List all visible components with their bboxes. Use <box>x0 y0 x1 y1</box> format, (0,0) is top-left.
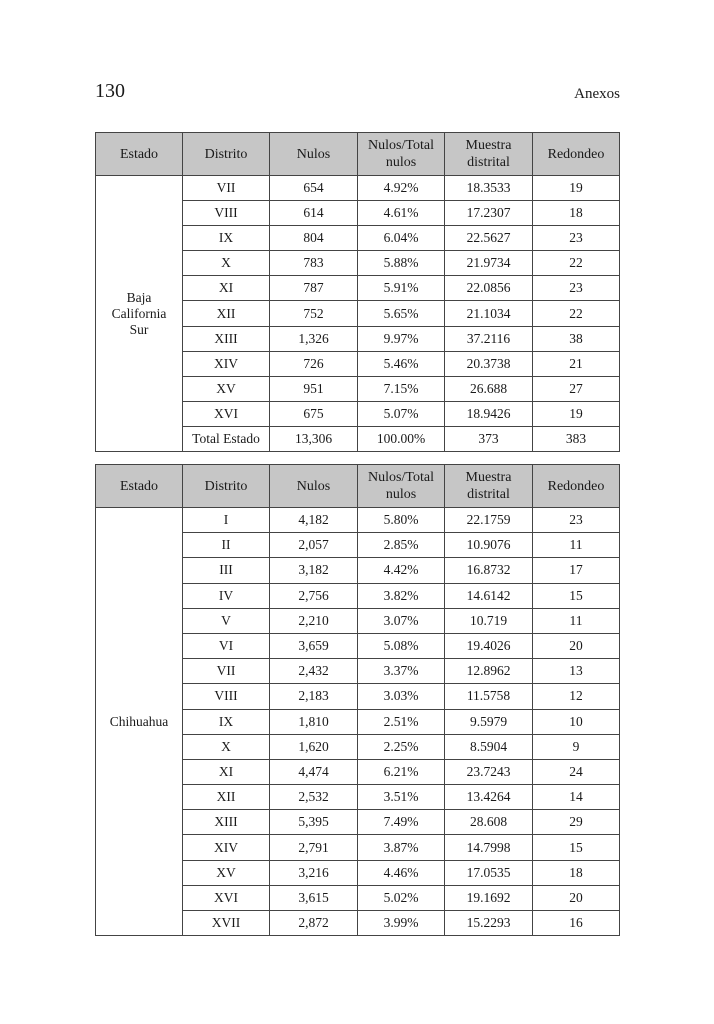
distrito-cell: XVI <box>183 401 270 426</box>
nulos-total-cell: 3.87% <box>358 835 445 860</box>
column-header-redondeo: Redondeo <box>533 133 620 176</box>
column-header-muestra-distrital: Muestra distrital <box>445 133 533 176</box>
muestra-distrital-cell: 20.3738 <box>445 351 533 376</box>
nulos-cell: 3,615 <box>270 885 358 910</box>
nulos-cell: 2,057 <box>270 533 358 558</box>
nulos-cell: 3,216 <box>270 860 358 885</box>
redondeo-cell: 22 <box>533 251 620 276</box>
muestra-distrital-cell: 10.9076 <box>445 533 533 558</box>
nulos-cell: 3,659 <box>270 633 358 658</box>
nulos-total-cell: 5.02% <box>358 885 445 910</box>
redondeo-cell: 10 <box>533 709 620 734</box>
redondeo-cell: 14 <box>533 785 620 810</box>
redondeo-cell: 24 <box>533 759 620 784</box>
nulos-cell: 2,183 <box>270 684 358 709</box>
redondeo-cell: 20 <box>533 633 620 658</box>
nulos-total-cell: 5.46% <box>358 351 445 376</box>
nulos-total-cell: 5.65% <box>358 301 445 326</box>
estado-cell: Baja California Sur <box>96 176 183 452</box>
nulos-cell: 2,756 <box>270 583 358 608</box>
nulos-total-cell: 3.82% <box>358 583 445 608</box>
redondeo-cell: 20 <box>533 885 620 910</box>
estado-cell: Chihuahua <box>96 508 183 936</box>
distrito-cell: Total Estado <box>183 426 270 451</box>
redondeo-cell: 19 <box>533 401 620 426</box>
redondeo-cell: 18 <box>533 860 620 885</box>
distrito-cell: XIV <box>183 835 270 860</box>
muestra-distrital-cell: 8.5904 <box>445 734 533 759</box>
muestra-distrital-cell: 15.2293 <box>445 911 533 936</box>
redondeo-cell: 383 <box>533 426 620 451</box>
redondeo-cell: 27 <box>533 376 620 401</box>
redondeo-cell: 19 <box>533 176 620 201</box>
nulos-cell: 2,532 <box>270 785 358 810</box>
muestra-distrital-cell: 373 <box>445 426 533 451</box>
redondeo-cell: 16 <box>533 911 620 936</box>
table-header-row <box>96 133 620 176</box>
distrito-cell: IX <box>183 709 270 734</box>
nulos-cell: 614 <box>270 201 358 226</box>
nulos-total-cell: 5.07% <box>358 401 445 426</box>
distrito-cell: VII <box>183 176 270 201</box>
muestra-distrital-cell: 17.2307 <box>445 201 533 226</box>
distrito-cell: X <box>183 251 270 276</box>
muestra-distrital-cell: 14.6142 <box>445 583 533 608</box>
distrito-cell: XV <box>183 860 270 885</box>
muestra-distrital-cell: 13.4264 <box>445 785 533 810</box>
nulos-cell: 951 <box>270 376 358 401</box>
table-header-row <box>96 465 620 508</box>
column-header-muestra-distrital: Muestra distrital <box>445 465 533 508</box>
muestra-distrital-cell: 21.9734 <box>445 251 533 276</box>
nulos-cell: 787 <box>270 276 358 301</box>
nulos-cell: 752 <box>270 301 358 326</box>
muestra-distrital-cell: 18.3533 <box>445 176 533 201</box>
distrito-cell: XVI <box>183 885 270 910</box>
redondeo-cell: 15 <box>533 835 620 860</box>
muestra-distrital-cell: 23.7243 <box>445 759 533 784</box>
nulos-total-cell: 3.51% <box>358 785 445 810</box>
column-header-estado: Estado <box>96 465 183 508</box>
nulos-total-cell: 9.97% <box>358 326 445 351</box>
nulos-total-cell: 4.46% <box>358 860 445 885</box>
redondeo-cell: 21 <box>533 351 620 376</box>
nulos-total-cell: 4.61% <box>358 201 445 226</box>
nulos-total-cell: 6.21% <box>358 759 445 784</box>
nulos-cell: 2,791 <box>270 835 358 860</box>
nulos-total-cell: 2.85% <box>358 533 445 558</box>
column-header-distrito: Distrito <box>183 133 270 176</box>
muestra-distrital-cell: 22.5627 <box>445 226 533 251</box>
district-sample-table-chihuahua <box>95 464 620 936</box>
nulos-cell: 1,810 <box>270 709 358 734</box>
nulos-cell: 804 <box>270 226 358 251</box>
redondeo-cell: 23 <box>533 226 620 251</box>
nulos-cell: 654 <box>270 176 358 201</box>
nulos-cell: 726 <box>270 351 358 376</box>
distrito-cell: IV <box>183 583 270 608</box>
nulos-cell: 2,210 <box>270 608 358 633</box>
column-header-nulos: Nulos <box>270 133 358 176</box>
redondeo-cell: 11 <box>533 608 620 633</box>
muestra-distrital-cell: 14.7998 <box>445 835 533 860</box>
nulos-total-cell: 3.07% <box>358 608 445 633</box>
redondeo-cell: 15 <box>533 583 620 608</box>
nulos-total-cell: 7.15% <box>358 376 445 401</box>
redondeo-cell: 9 <box>533 734 620 759</box>
distrito-cell: XII <box>183 785 270 810</box>
nulos-cell: 4,474 <box>270 759 358 784</box>
column-header-nulos-total: Nulos/Total nulos <box>358 133 445 176</box>
muestra-distrital-cell: 16.8732 <box>445 558 533 583</box>
redondeo-cell: 23 <box>533 508 620 533</box>
page-number: 130 <box>95 80 125 102</box>
nulos-total-cell: 3.03% <box>358 684 445 709</box>
nulos-total-cell: 100.00% <box>358 426 445 451</box>
redondeo-cell: 29 <box>533 810 620 835</box>
nulos-total-cell: 3.37% <box>358 659 445 684</box>
nulos-total-cell: 5.80% <box>358 508 445 533</box>
distrito-cell: X <box>183 734 270 759</box>
muestra-distrital-cell: 22.0856 <box>445 276 533 301</box>
distrito-cell: XII <box>183 301 270 326</box>
nulos-cell: 2,872 <box>270 911 358 936</box>
nulos-total-cell: 6.04% <box>358 226 445 251</box>
redondeo-cell: 18 <box>533 201 620 226</box>
distrito-cell: VI <box>183 633 270 658</box>
nulos-total-cell: 2.51% <box>358 709 445 734</box>
muestra-distrital-cell: 12.8962 <box>445 659 533 684</box>
muestra-distrital-cell: 28.608 <box>445 810 533 835</box>
column-header-estado: Estado <box>96 133 183 176</box>
distrito-cell: IX <box>183 226 270 251</box>
nulos-cell: 3,182 <box>270 558 358 583</box>
column-header-nulos-total: Nulos/Total nulos <box>358 465 445 508</box>
distrito-cell: XIV <box>183 351 270 376</box>
nulos-cell: 783 <box>270 251 358 276</box>
nulos-total-cell: 3.99% <box>358 911 445 936</box>
distrito-cell: XIII <box>183 326 270 351</box>
district-sample-table-baja-california-sur <box>95 132 620 452</box>
distrito-cell: III <box>183 558 270 583</box>
distrito-cell: XI <box>183 276 270 301</box>
nulos-cell: 675 <box>270 401 358 426</box>
muestra-distrital-cell: 10.719 <box>445 608 533 633</box>
redondeo-cell: 17 <box>533 558 620 583</box>
redondeo-cell: 38 <box>533 326 620 351</box>
nulos-cell: 1,326 <box>270 326 358 351</box>
column-header-nulos: Nulos <box>270 465 358 508</box>
distrito-cell: I <box>183 508 270 533</box>
distrito-cell: XI <box>183 759 270 784</box>
nulos-cell: 13,306 <box>270 426 358 451</box>
distrito-cell: VIII <box>183 684 270 709</box>
nulos-total-cell: 7.49% <box>358 810 445 835</box>
nulos-cell: 2,432 <box>270 659 358 684</box>
muestra-distrital-cell: 26.688 <box>445 376 533 401</box>
redondeo-cell: 13 <box>533 659 620 684</box>
distrito-cell: V <box>183 608 270 633</box>
distrito-cell: II <box>183 533 270 558</box>
muestra-distrital-cell: 11.5758 <box>445 684 533 709</box>
distrito-cell: XV <box>183 376 270 401</box>
distrito-cell: XVII <box>183 911 270 936</box>
table-row <box>96 176 620 201</box>
redondeo-cell: 23 <box>533 276 620 301</box>
nulos-total-cell: 2.25% <box>358 734 445 759</box>
column-header-distrito: Distrito <box>183 465 270 508</box>
redondeo-cell: 12 <box>533 684 620 709</box>
redondeo-cell: 22 <box>533 301 620 326</box>
distrito-cell: VIII <box>183 201 270 226</box>
muestra-distrital-cell: 17.0535 <box>445 860 533 885</box>
muestra-distrital-cell: 9.5979 <box>445 709 533 734</box>
nulos-total-cell: 5.88% <box>358 251 445 276</box>
nulos-total-cell: 4.92% <box>358 176 445 201</box>
muestra-distrital-cell: 22.1759 <box>445 508 533 533</box>
nulos-total-cell: 4.42% <box>358 558 445 583</box>
section-title: Anexos <box>574 86 620 102</box>
nulos-total-cell: 5.08% <box>358 633 445 658</box>
table-row <box>96 508 620 533</box>
nulos-cell: 1,620 <box>270 734 358 759</box>
muestra-distrital-cell: 19.4026 <box>445 633 533 658</box>
distrito-cell: XIII <box>183 810 270 835</box>
distrito-cell: VII <box>183 659 270 684</box>
muestra-distrital-cell: 19.1692 <box>445 885 533 910</box>
muestra-distrital-cell: 18.9426 <box>445 401 533 426</box>
muestra-distrital-cell: 37.2116 <box>445 326 533 351</box>
muestra-distrital-cell: 21.1034 <box>445 301 533 326</box>
nulos-total-cell: 5.91% <box>358 276 445 301</box>
column-header-redondeo: Redondeo <box>533 465 620 508</box>
redondeo-cell: 11 <box>533 533 620 558</box>
nulos-cell: 5,395 <box>270 810 358 835</box>
nulos-cell: 4,182 <box>270 508 358 533</box>
